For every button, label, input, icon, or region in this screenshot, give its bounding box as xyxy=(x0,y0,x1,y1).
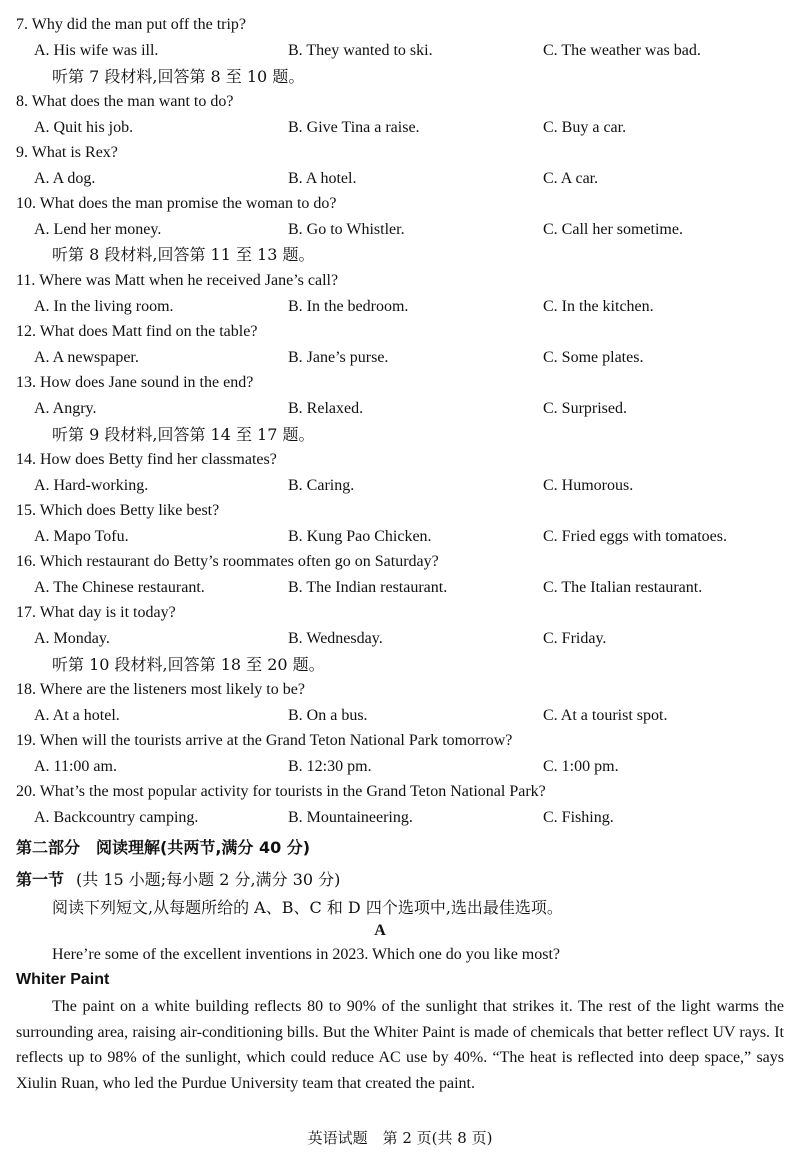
option-a: A. The Chinese restaurant. xyxy=(34,579,205,596)
options-20 xyxy=(0,808,800,828)
options-19 xyxy=(0,757,800,777)
option-b: B. Jane’s purse. xyxy=(288,349,389,366)
option-b: B. The Indian restaurant. xyxy=(288,579,448,596)
reading-directions: 阅读下列短文,从每题所给的 A、B、C 和 D 四个选项中,选出最佳选项。 xyxy=(52,898,563,917)
options-13 xyxy=(0,399,800,419)
options-16 xyxy=(0,578,800,598)
option-a: A. Lend her money. xyxy=(34,221,162,238)
option-c: C. Surprised. xyxy=(543,400,627,417)
option-a: A. Backcountry camping. xyxy=(34,809,199,826)
question-16: 16. Which restaurant do Betty’s roommates often go on Saturday? xyxy=(16,553,439,570)
option-a: A. A newspaper. xyxy=(34,349,139,366)
option-a: A. 11:00 am. xyxy=(34,758,117,775)
option-b: B. 12:30 pm. xyxy=(288,758,372,775)
options-9 xyxy=(0,169,800,189)
options-17 xyxy=(0,629,800,649)
question-19: 19. When will the tourists arrive at the Grand Teton National Park tomorrow? xyxy=(16,732,513,749)
option-c: C. The weather was bad. xyxy=(543,42,701,59)
option-c: C. Fried eggs with tomatoes. xyxy=(543,528,727,545)
options-12 xyxy=(0,348,800,368)
option-b: B. Relaxed. xyxy=(288,400,364,417)
section-1-title: 第一节 xyxy=(16,870,65,889)
segment-8-instruction: 听第 8 段材料,回答第 11 至 13 题。 xyxy=(52,245,315,264)
part-2-title: 第二部分 阅读理解(共两节,满分 40 分) xyxy=(16,838,311,857)
option-a: A. At a hotel. xyxy=(34,707,120,724)
options-11 xyxy=(0,297,800,317)
options-18 xyxy=(0,706,800,726)
question-18: 18. Where are the listeners most likely to be? xyxy=(16,681,305,698)
question-20: 20. What’s the most popular activity for tourists in the Grand Teton National Park? xyxy=(16,783,546,800)
option-a: A. Quit his job. xyxy=(34,119,134,136)
question-14: 14. How does Betty find her classmates? xyxy=(16,451,277,468)
option-a: A. Monday. xyxy=(34,630,110,647)
option-c: C. 1:00 pm. xyxy=(543,758,619,775)
option-c: C. At a tourist spot. xyxy=(543,707,668,724)
options-15 xyxy=(0,527,800,547)
passage-letter: A xyxy=(374,922,386,939)
option-b: B. Kung Pao Chicken. xyxy=(288,528,432,545)
passage-subtitle: Whiter Paint xyxy=(16,971,110,988)
option-c: C. Some plates. xyxy=(543,349,644,366)
question-17: 17. What day is it today? xyxy=(16,604,176,621)
options-14 xyxy=(0,476,800,496)
question-11: 11. Where was Matt when he received Jane’s call? xyxy=(16,272,339,289)
segment-7-instruction: 听第 7 段材料,回答第 8 至 10 题。 xyxy=(52,67,305,86)
option-a: A. A dog. xyxy=(34,170,96,187)
section-1-note: (共 15 小题;每小题 2 分,满分 30 分) xyxy=(76,870,341,889)
option-b: B. A hotel. xyxy=(288,170,357,187)
option-b: B. Give Tina a raise. xyxy=(288,119,420,136)
question-12: 12. What does Matt find on the table? xyxy=(16,323,258,340)
option-a: A. His wife was ill. xyxy=(34,42,159,59)
question-8: 8. What does the man want to do? xyxy=(16,93,234,110)
option-c: C. In the kitchen. xyxy=(543,298,654,315)
options-8 xyxy=(0,118,800,138)
section-1-heading xyxy=(16,870,340,890)
options-10 xyxy=(0,220,800,240)
option-b: B. Mountaineering. xyxy=(288,809,413,826)
option-a: A. Hard-working. xyxy=(34,477,149,494)
option-a: A. Angry. xyxy=(34,400,97,417)
question-7: 7. Why did the man put off the trip? xyxy=(16,16,247,33)
option-a: A. In the living room. xyxy=(34,298,174,315)
question-9: 9. What is Rex? xyxy=(16,144,118,161)
option-c: C. Call her sometime. xyxy=(543,221,683,238)
option-c: C. Fishing. xyxy=(543,809,614,826)
option-c: C. A car. xyxy=(543,170,599,187)
option-c: C. Friday. xyxy=(543,630,607,647)
option-b: B. Go to Whistler. xyxy=(288,221,405,238)
option-b: B. Wednesday. xyxy=(288,630,383,647)
option-c: C. The Italian restaurant. xyxy=(543,579,703,596)
option-b: B. Caring. xyxy=(288,477,355,494)
segment-10-instruction: 听第 10 段材料,回答第 18 至 20 题。 xyxy=(52,655,325,674)
passage-intro: Here’re some of the excellent inventions in 2023. Which one do you like most? xyxy=(52,946,561,963)
option-c: C. Buy a car. xyxy=(543,119,627,136)
option-c: C. Humorous. xyxy=(543,477,634,494)
question-15: 15. Which does Betty like best? xyxy=(16,502,220,519)
option-b: B. They wanted to ski. xyxy=(288,42,433,59)
option-a: A. Mapo Tofu. xyxy=(34,528,129,545)
question-13: 13. How does Jane sound in the end? xyxy=(16,374,254,391)
passage-paragraph: The paint on a white building reflects 80 to 90% of the sunlight that strikes it. The rest of the light warms the surrounding area, raising air-conditioning bills. But the Whiter Paint is made of chemicals that better reflect UV rays. It reflects up to 98% of the sunlight, which could reduce AC use by 40%. “The heat is reflected into deep space,” says Xiulin Ruan, who led the Purdue University team that created the paint. xyxy=(16,998,784,1092)
option-b: B. In the bedroom. xyxy=(288,298,409,315)
option-b: B. On a bus. xyxy=(288,707,368,724)
options-7 xyxy=(0,41,800,61)
page-footer: 英语试题 第 2 页(共 8 页) xyxy=(307,1129,493,1147)
question-10: 10. What does the man promise the woman to do? xyxy=(16,195,337,212)
segment-9-instruction: 听第 9 段材料,回答第 14 至 17 题。 xyxy=(52,425,315,444)
